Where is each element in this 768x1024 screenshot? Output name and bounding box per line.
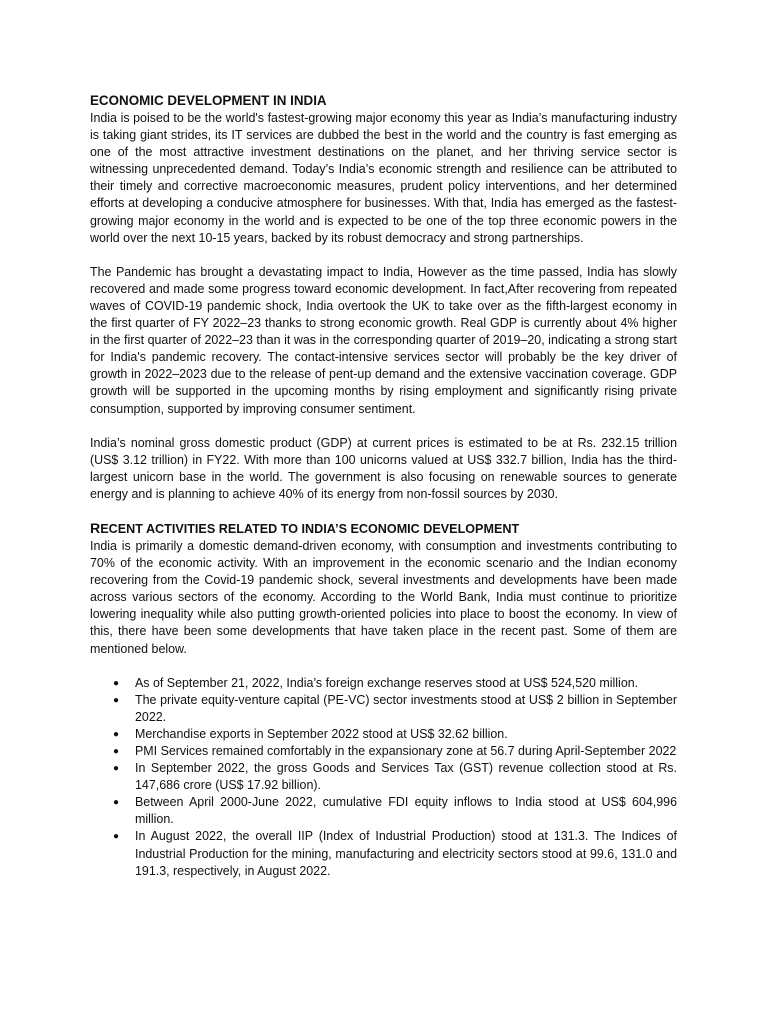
list-item bbox=[90, 828, 677, 879]
paragraph-intro: India is poised to be the world's fastest-growing major economy this year as India’s manufacturing industry is taking giant strides, its IT services are dubbed the best in the world and the country is fast emerging as one of the most attractive investment destinations on the planet, and her thriving service sector is witnessing unprecedented demand. Today’s India’s economic strength and resilience can be attributed to their timely and corrective macroeconomic measures, prudent policy interventions, and her determined efforts at developing a conducive atmosphere for businesses. With that, India has emerged as the fastest-growing major economy in the world and is expected to be one of the top three economic powers in the world over the next 10-15 years, backed by its robust democracy and strong partnerships. bbox=[90, 111, 677, 245]
developments-list bbox=[90, 675, 677, 880]
paragraph-demand-driven: India is primarily a domestic demand-driven economy, with consumption and investments contributing to 70% of the economic activity. With an improvement in the economic scenario and the Indian economy recovering from the Covid-19 pandemic shock, several investments and developments have been made across various sectors of the economy. According to the World Bank, India must continue to prioritize lowering inequality while also putting growth-oriented policies into place to boost the economy. In view of this, there have been some developments that have taken place in the recent past. Some of them are mentioned below. bbox=[90, 538, 677, 656]
bullet-icon: ● bbox=[113, 746, 120, 757]
bullet-icon: ● bbox=[113, 728, 120, 740]
list-spacer bbox=[90, 658, 677, 675]
bullet-icon: ● bbox=[113, 694, 120, 706]
section-title-economic-development: ECONOMIC DEVELOPMENT IN INDIA bbox=[90, 93, 327, 108]
list-item-text: In August 2022, the overall IIP (Index of Industrial Production) stood at 131.3. The Indices of Industrial Production for the mining, manufacturing and electricity sectors stood at 99.6, 131.0 and 191.3, respectively, in August 2022. bbox=[135, 829, 677, 878]
list-item bbox=[90, 760, 677, 794]
list-item-text: Merchandise exports in September 2022 stood at US$ 32.62 billion. bbox=[135, 726, 508, 741]
bullet-icon: ● bbox=[113, 763, 120, 775]
paragraph-pandemic: The Pandemic has brought a devastating impact to India, However as the time passed, India has slowly recovered and made some progress toward economic development. In fact,After recovering from repeated waves of COVID-19 pandemic shock, India overtook the UK to take over as the fifth-largest economy in the first quarter of FY 2022–23 thanks to strong economic growth. Real GDP is currently about 4% higher in the first quarter of 2022–23 than it was in the corresponding quarter of 2019–20, indicating a strong start for India's pandemic recovery. The contact-intensive services sector will probably be the key driver of growth in 2022–2023 due to the release of pent-up demand and the extensive vaccination coverage. GDP growth will be supported in the upcoming months by rising employment and significantly rising private consumption, supported by improving consumer sentiment. bbox=[90, 264, 677, 416]
bullet-icon: ● bbox=[113, 677, 120, 689]
title-rest: ECENT ACTIVITIES RELATED TO INDIA’S ECONOMIC DEVELOPMENT bbox=[100, 521, 520, 536]
document-page bbox=[90, 92, 677, 880]
bullet-icon: ● bbox=[113, 831, 120, 843]
section-spacer bbox=[90, 503, 677, 520]
list-item bbox=[90, 675, 677, 692]
list-item bbox=[90, 743, 677, 760]
bullet-icon: ● bbox=[113, 797, 120, 809]
list-item bbox=[90, 692, 677, 726]
list-item-text: The private equity-venture capital (PE-VC) sector investments stood at US$ 2 billion in September 2022. bbox=[135, 692, 677, 724]
list-item-text: PMI Services remained comfortably in the expansionary zone at 56.7 during April-September 2022 bbox=[135, 744, 677, 758]
list-item-text: As of September 21, 2022, India’s foreign exchange reserves stood at US$ 524,520 million. bbox=[135, 675, 639, 690]
paragraph-gdp: India’s nominal gross domestic product (GDP) at current prices is estimated to be at Rs. 232.15 trillion (US$ 3.12 trillion) in FY22. With more than 100 unicorns valued at US$ 332.7 billion, India has the third-largest unicorn base in the world. The government is also focusing on renewable sources to generate energy and is planning to achieve 40% of its energy from non-fossil sources by 2030. bbox=[90, 435, 677, 501]
list-item bbox=[90, 726, 677, 743]
title-first-letter: R bbox=[90, 520, 101, 537]
list-item-text: In September 2022, the gross Goods and Services Tax (GST) revenue collection stood at Rs. 147,686 crore (US$ 17.92 billion). bbox=[135, 761, 677, 793]
section-title-recent-activities bbox=[90, 520, 677, 538]
paragraph-spacer bbox=[90, 247, 677, 264]
paragraph-spacer bbox=[90, 418, 677, 435]
list-item bbox=[90, 794, 677, 828]
list-item-text: Between April 2000-June 2022, cumulative FDI equity inflows to India stood at US$ 604,996 million. bbox=[135, 795, 677, 827]
